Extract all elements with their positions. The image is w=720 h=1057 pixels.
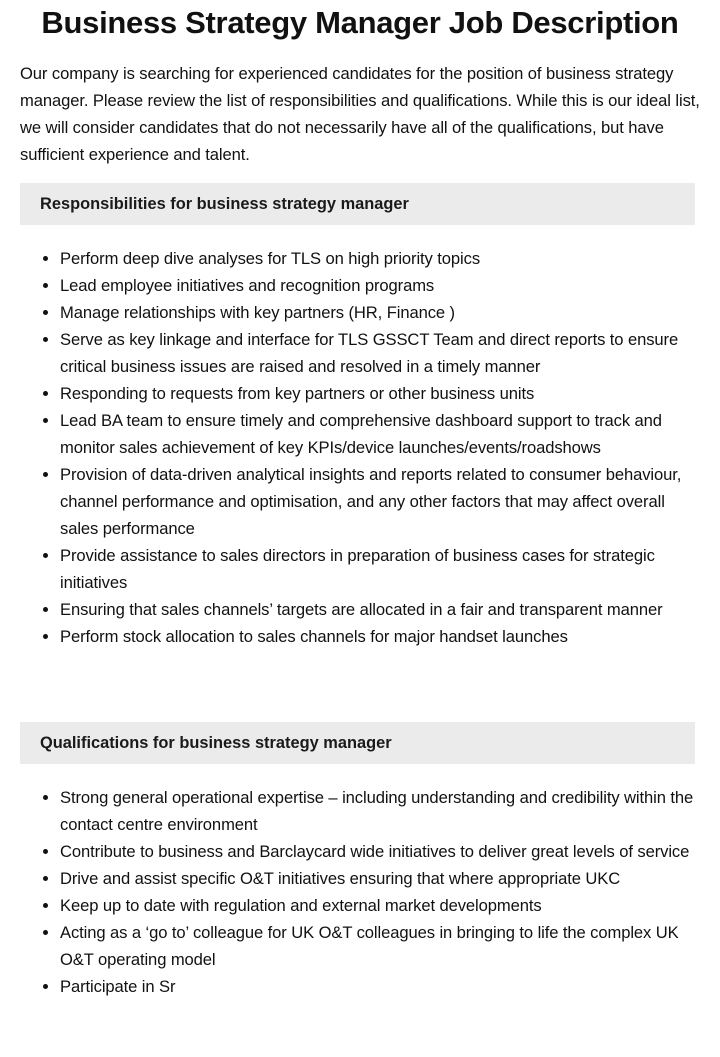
list-item: • Drive and assist specific O&T initiatives ensuring that where appropriate UKC: [60, 865, 695, 892]
list-item: • Provision of data-driven analytical insights and reports related to consumer behaviour, channel performance and optimisation, and any other factors that may affect overall sales performance: [60, 461, 695, 542]
responsibilities-heading: Responsibilities for business strategy manager: [40, 195, 409, 213]
list-item: • Perform deep dive analyses for TLS on high priority topics: [60, 245, 695, 272]
list-item: • Responding to requests from key partners or other business units: [60, 380, 695, 407]
list-item: • Strong general operational expertise – including understanding and credibility within the contact centre environment: [60, 784, 695, 838]
list-item: • Provide assistance to sales directors in preparation of business cases for strategic initiatives: [60, 542, 695, 596]
list-item: • Lead BA team to ensure timely and comprehensive dashboard support to track and monitor sales achievement of key KPIs/device launches/events/roadshows: [60, 407, 695, 461]
page-title: Business Strategy Manager Job Description: [41, 5, 679, 40]
intro-paragraph: Our company is searching for experienced candidates for the position of business strategy manager. Please review the list of responsibilities and qualifications. While this is our ideal list, we will consider candidates that do not necessarily have all of the qualifications, but have sufficient experience and talent.: [20, 64, 700, 164]
list-item: • Keep up to date with regulation and external market developments: [60, 892, 695, 919]
list-item: • Perform stock allocation to sales channels for major handset launches: [60, 623, 695, 650]
list-item: • Acting as a ‘go to’ colleague for UK O&T colleagues in bringing to life the complex UK O&T operating model: [60, 919, 695, 973]
list-item: • Participate in Sr: [60, 973, 695, 1000]
list-item: • Manage relationships with key partners (HR, Finance ): [60, 299, 695, 326]
list-item: • Serve as key linkage and interface for TLS GSSCT Team and direct reports to ensure critical business issues are raised and resolved in a timely manner: [60, 326, 695, 380]
list-item: • Lead employee initiatives and recognition programs: [60, 272, 695, 299]
qualifications-list: [20, 784, 695, 1000]
list-item: • Contribute to business and Barclaycard wide initiatives to deliver great levels of service: [60, 838, 695, 865]
list-item: • Ensuring that sales channels’ targets are allocated in a fair and transparent manner: [60, 596, 695, 623]
qualifications-section-header: [20, 722, 695, 764]
responsibilities-list: [20, 245, 695, 650]
responsibilities-section-header: [20, 183, 695, 225]
qualifications-heading: Qualifications for business strategy manager: [40, 734, 392, 752]
